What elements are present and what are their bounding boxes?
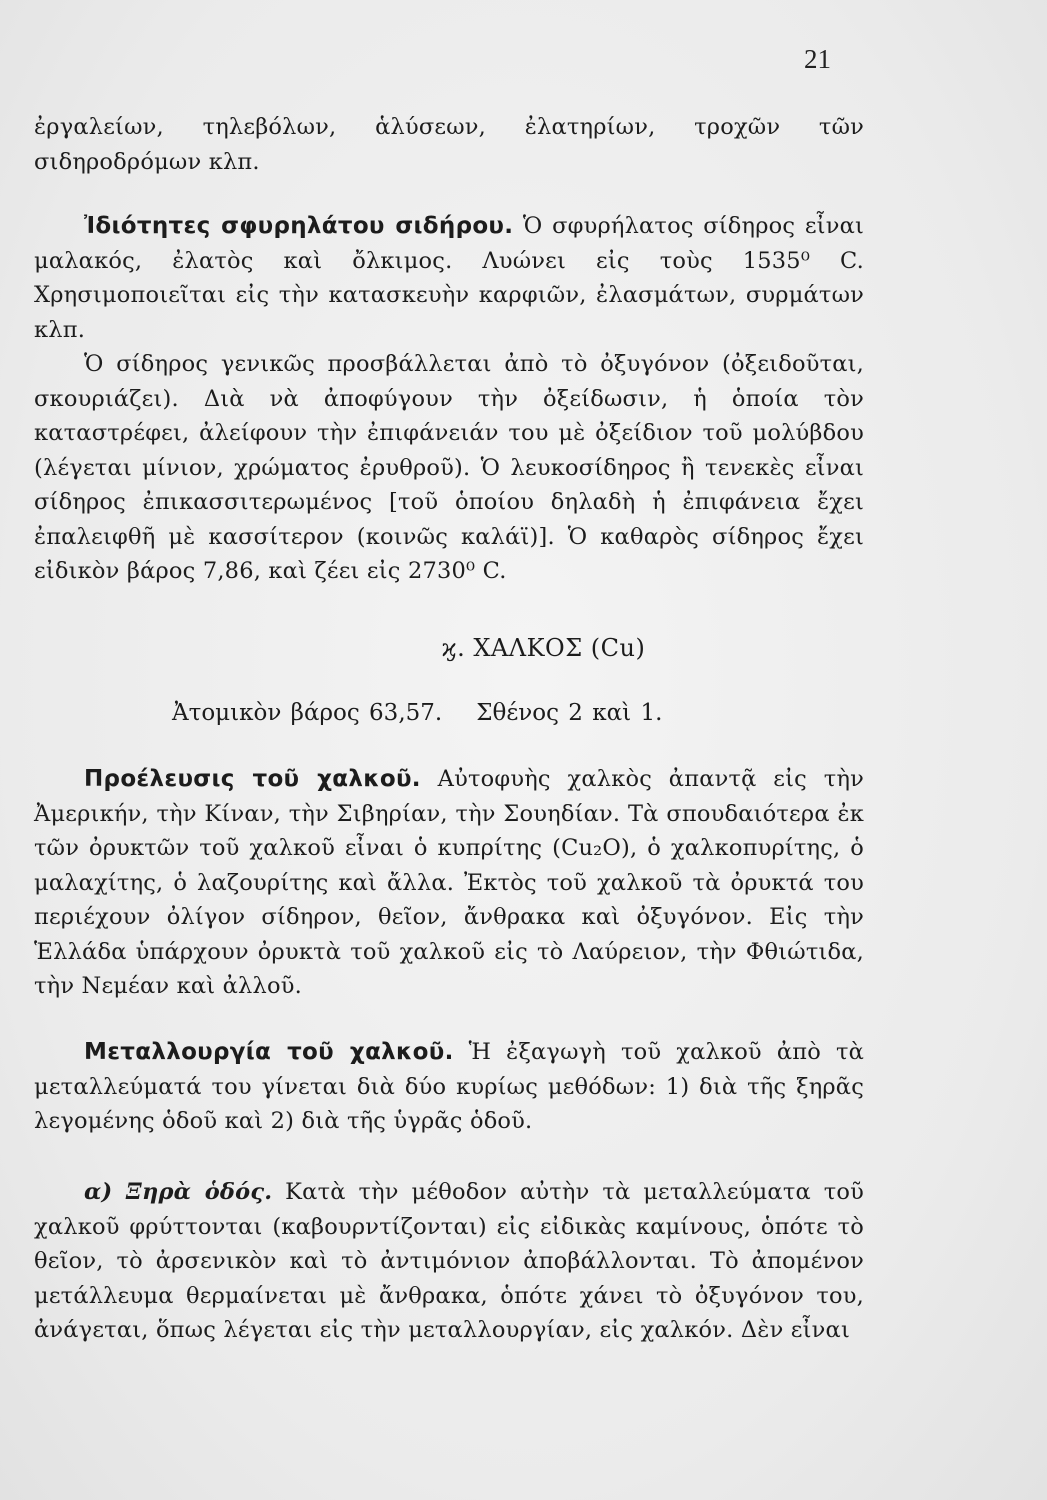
- intro-text: ἐργαλείων, τηλεβόλων, ἁλύσεων, ἐλατηρίων, τροχῶν τῶν σιδηροδρόμων κλπ.: [34, 114, 864, 175]
- intro-paragraph: [34, 110, 864, 179]
- copper-origin-body: Αὐτοφυὴς χαλκὸς ἀπαντᾷ εἰς τὴν Ἀμερικήν, τὴν Κίναν, τὴν Σιβηρίαν, τὴν Σουηδίαν. Τὰ σπουδαιότερα ἐκ τῶν ὀρυκτῶν τοῦ χαλκοῦ εἶναι ὁ κυπρίτης (Cu₂O), ὁ χαλκοπυρίτης, ὁ μαλαχίτης, ὁ λαζουρίτης καὶ ἄλλα. Ἐκτὸς τοῦ χαλκοῦ τὰ ὀρυκτά του περιέχουν ὀλίγον σίδηρον, θεῖον, ἄνθρακα καὶ ὀξυγόνον. Εἰς τὴν Ἑλλάδα ὑπάρχουν ὀρυκτὰ τοῦ χαλκοῦ εἰς τὸ Λαύρειον, τὴν Φθιώτιδα, τὴν Νεμέαν καὶ ἀλλοῦ.: [34, 766, 864, 999]
- copper-metallurgy-paragraph: [34, 1035, 864, 1139]
- copper-metallurgy-text: [34, 1035, 864, 1139]
- iron-oxidation-text: Ὁ σίδηρος γενικῶς προσβάλλεται ἀπὸ τὸ ὀξυγόνον (ὀξειδοῦται, σκουριάζει). Διὰ νὰ ἀποφύγουν τὴν ὀξείδωσιν, ἡ ὁποία τὸν καταστρέφει, ἀλείφουν τὴν ἐπιφάνειάν του μὲ ὀξείδιον τοῦ μολύβδου (λέγεται μίνιον, χρώματος ἐρυθροῦ). Ὁ λευκοσίδηρος ἢ τενεκὲς εἶναι σίδηρος ἐπικασσιτερωμένος [τοῦ ὁποίου δηλαδὴ ἡ ἐπιφάνεια ἔχει ἐπαλειφθῆ μὲ κασσίτερον (κοινῶς καλάϊ)]. Ὁ καθαρὸς σίδηρος ἔχει εἰδικὸν βάρος 7,86, καὶ ζέει εἰς 2730⁰ C.: [34, 351, 864, 584]
- page-number: 21: [804, 44, 831, 74]
- copper-origin-heading: Προέλευσις τοῦ χαλκοῦ.: [84, 766, 421, 792]
- copper-metallurgy-heading: Μεταλλουργία τοῦ χαλκοῦ.: [84, 1039, 454, 1065]
- iron-properties-body: Ὁ σφυρήλατος σίδηρος εἶναι μαλακός, ἐλατὸς καὶ ὄλκιμος. Λυώνει εἰς τοὺς 1535⁰ C. Χρησιμοποιεῖται εἰς τὴν κατασκευὴν καρφιῶν, ἐλασμάτων, συρμάτων κλπ.: [34, 213, 864, 343]
- dry-method-heading: α) Ξηρὰ ὁδός.: [84, 1179, 273, 1205]
- atomic-weight: Ἀτομικὸν βάρος 63,57.: [172, 700, 443, 726]
- valence: Σθένος 2 καὶ 1.: [476, 700, 663, 726]
- dry-method-paragraph: [34, 1175, 864, 1348]
- iron-properties-heading: Ἰδιότητες σφυρηλάτου σιδήρου.: [84, 213, 514, 239]
- iron-properties-paragraph: [34, 209, 864, 589]
- copper-metallurgy-body: Ἡ ἐξαγωγὴ τοῦ χαλκοῦ ἀπὸ τὰ μεταλλεύματά του γίνεται διὰ δύο κυρίως μεθόδων: 1) διὰ τῆς ξηρᾶς λεγομένης ὁδοῦ καὶ 2) διὰ τῆς ὑγρᾶς ὁδοῦ.: [34, 1039, 864, 1134]
- iron-properties-text: [34, 209, 864, 347]
- copper-origin-paragraph: [34, 762, 864, 1004]
- section-title: ϗ. ΧΑΛΚΟΣ (Cu): [441, 634, 646, 662]
- dry-method-text: [34, 1175, 864, 1348]
- atomic-data-line: [172, 700, 662, 726]
- copper-origin-text: [34, 762, 864, 1004]
- dry-method-body: Κατὰ τὴν μέθοδον αὐτὴν τὰ μεταλλεύματα τοῦ χαλκοῦ φρύττονται (καβουρντίζονται) εἰς εἰδικὰς καμίνους, ὁπότε τὸ θεῖον, τὸ ἀρσενικὸν καὶ τὸ ἀντιμόνιον ἀποβάλλονται. Τὸ ἀπομένον μετάλλευμα θερμαίνεται μὲ ἄνθρακα, ὁπότε χάνει τὸ ὀξυγόνον του, ἀνάγεται, ὅπως λέγεται εἰς τὴν μεταλλουργίαν, εἰς χαλκόν. Δὲν εἶναι: [34, 1179, 865, 1343]
